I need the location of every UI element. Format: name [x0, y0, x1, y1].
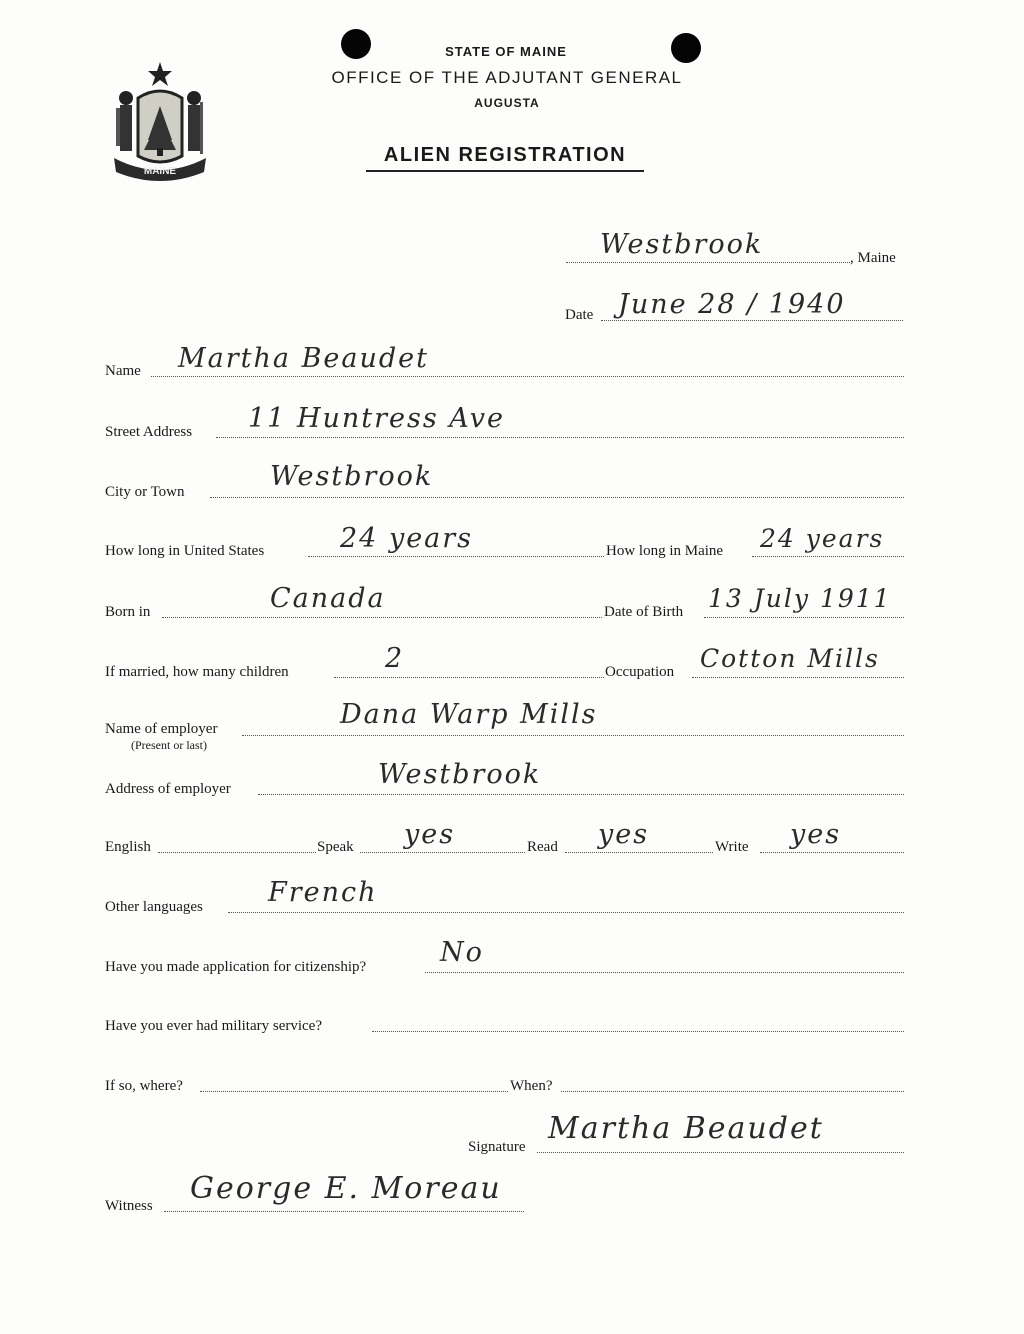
english-label: English: [105, 839, 151, 855]
speak-value: yes: [404, 819, 456, 850]
occupation-label: Occupation: [605, 664, 675, 680]
street-label: Street Address: [105, 424, 193, 440]
born-dots: [162, 617, 602, 618]
other-languages-dots: [228, 912, 904, 913]
signature-dots: [537, 1152, 904, 1153]
header-state: STATE OF MAINE: [445, 44, 567, 59]
employer-dots: [242, 735, 904, 736]
us-time-value: 24 years: [340, 523, 474, 554]
name-value: Martha Beaudet: [178, 343, 429, 374]
when-label: When?: [510, 1078, 553, 1094]
employer-value: Dana Warp Mills: [340, 699, 598, 730]
street-value: 11 Huntress Ave: [248, 403, 505, 434]
place-dots: [566, 262, 850, 263]
employer-address-label: Address of employer: [105, 781, 231, 797]
employer-address-value: Westbrook: [378, 759, 542, 790]
write-value: yes: [790, 819, 842, 850]
title-underline: [366, 170, 644, 172]
where-label: If so, where?: [105, 1078, 183, 1094]
citizenship-label: Have you made application for citizenship?: [105, 959, 367, 975]
children-label: If married, how many children: [105, 664, 289, 680]
witness-label: Witness: [105, 1198, 153, 1214]
maine-time-label: How long in Maine: [606, 543, 724, 559]
name-label: Name: [105, 363, 141, 379]
street-dots: [216, 437, 904, 438]
dob-label: Date of Birth: [604, 604, 684, 620]
name-dots: [151, 376, 904, 377]
maine-time-dots: [752, 556, 904, 557]
where-dots: [200, 1091, 508, 1092]
employer-label: Name of employer: [105, 721, 218, 737]
dob-value: 13 July 1911: [708, 584, 892, 613]
children-value: 2: [385, 643, 405, 674]
employer-sublabel: (Present or last): [131, 738, 207, 752]
speak-dots: [360, 852, 525, 853]
other-languages-value: French: [268, 877, 378, 908]
occupation-value: Cotton Mills: [700, 644, 880, 673]
date-label: Date: [565, 307, 594, 323]
city-label: City or Town: [105, 484, 185, 500]
born-value: Canada: [270, 583, 386, 614]
header-city: AUGUSTA: [474, 96, 540, 110]
maine-label: , Maine: [850, 250, 896, 266]
occupation-dots: [692, 677, 904, 678]
us-time-label: How long in United States: [105, 543, 265, 559]
read-label: Read: [527, 839, 558, 855]
header-office: OFFICE OF THE ADJUTANT GENERAL: [331, 68, 683, 87]
military-label: Have you ever had military service?: [105, 1018, 322, 1034]
seal-text: MAINE: [143, 166, 177, 177]
born-label: Born in: [105, 604, 151, 620]
maine-time-value: 24 years: [760, 524, 885, 553]
city-value: Westbrook: [270, 461, 434, 492]
witness-dots: [164, 1211, 524, 1212]
dob-dots: [704, 617, 904, 618]
write-label: Write: [715, 839, 749, 855]
place-value: Westbrook: [600, 229, 764, 260]
children-dots: [334, 677, 604, 678]
signature-value: Martha Beaudet: [548, 1111, 824, 1146]
signature-label: Signature: [468, 1139, 526, 1155]
read-value: yes: [598, 819, 650, 850]
read-dots: [565, 852, 713, 853]
employer-address-dots: [258, 794, 904, 795]
when-dots: [561, 1091, 904, 1092]
citizenship-dots: [425, 972, 904, 973]
date-dots: [601, 320, 903, 321]
other-languages-label: Other languages: [105, 899, 203, 915]
speak-label: Speak: [317, 839, 354, 855]
write-dots: [760, 852, 904, 853]
citizenship-value: No: [440, 937, 484, 968]
witness-value: George E. Moreau: [190, 1171, 502, 1206]
date-value: June 28 / 1940: [618, 289, 846, 320]
military-dots: [372, 1031, 904, 1032]
form-title: ALIEN REGISTRATION: [383, 144, 627, 166]
city-dots: [210, 497, 904, 498]
english-dots: [158, 852, 316, 853]
us-time-dots: [308, 556, 604, 557]
